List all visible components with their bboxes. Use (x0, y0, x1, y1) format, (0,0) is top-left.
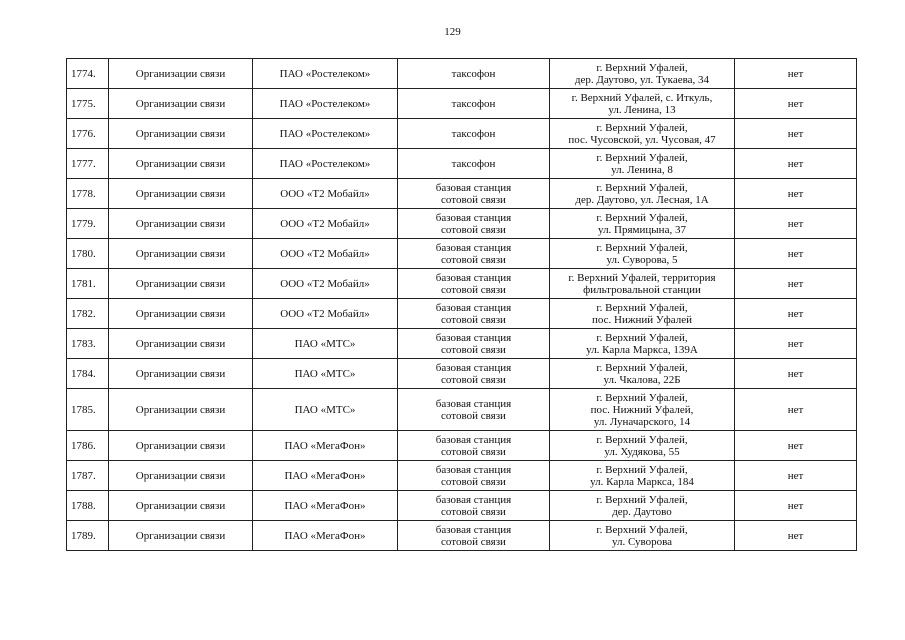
flag-cell: нет (735, 149, 857, 179)
address-line: г. Верхний Уфалей, (596, 151, 688, 164)
operator-cell: ООО «Т2 Мобайл» (253, 239, 398, 269)
object-type-cell (398, 521, 550, 551)
address-line: ул. Ленина, 13 (608, 103, 676, 116)
operator-cell: ПАО «Ростелеком» (253, 89, 398, 119)
operator-cell: ООО «Т2 Мобайл» (253, 179, 398, 209)
category-cell: Организации связи (109, 149, 253, 179)
table-row (67, 119, 857, 149)
category-cell: Организации связи (109, 209, 253, 239)
table-row (67, 521, 857, 551)
row-number-cell: 1781. (67, 269, 109, 299)
address-line: г. Верхний Уфалей, (596, 331, 688, 344)
object-type-cell (398, 119, 550, 149)
address-cell (550, 89, 735, 119)
address-line: ул. Луначарского, 14 (593, 415, 691, 428)
category-cell: Организации связи (109, 269, 253, 299)
category-cell: Организации связи (109, 119, 253, 149)
address-cell (550, 149, 735, 179)
object-type-line: сотовой связи (441, 535, 506, 548)
flag-cell: нет (735, 239, 857, 269)
table-row (67, 209, 857, 239)
object-type-line: сотовой связи (441, 193, 506, 206)
category-cell: Организации связи (109, 239, 253, 269)
table-row (67, 491, 857, 521)
object-type-line: базовая станция (435, 241, 512, 254)
address-line: пос. Нижний Уфалей (591, 313, 693, 326)
operator-cell: ООО «Т2 Мобайл» (253, 209, 398, 239)
category-cell: Организации связи (109, 431, 253, 461)
row-number-cell: 1788. (67, 491, 109, 521)
object-type-line: сотовой связи (441, 445, 506, 458)
category-cell: Организации связи (109, 89, 253, 119)
row-number-cell: 1786. (67, 431, 109, 461)
address-line: дер. Даутово, ул. Тукаева, 34 (574, 73, 710, 86)
table-row (67, 89, 857, 119)
table-row (67, 389, 857, 431)
category-cell: Организации связи (109, 179, 253, 209)
address-cell (550, 431, 735, 461)
row-number-cell: 1776. (67, 119, 109, 149)
table-row (67, 299, 857, 329)
address-line: ул. Прямицына, 37 (598, 223, 686, 236)
operator-cell: ПАО «МегаФон» (253, 431, 398, 461)
address-cell (550, 359, 735, 389)
object-type-line: базовая станция (435, 331, 512, 344)
object-type-line: сотовой связи (441, 373, 506, 386)
object-type-line: таксофон (451, 97, 496, 110)
flag-cell: нет (735, 89, 857, 119)
operator-cell: ПАО «МТС» (253, 329, 398, 359)
table-row (67, 269, 857, 299)
row-number-cell: 1777. (67, 149, 109, 179)
address-cell (550, 491, 735, 521)
category-cell: Организации связи (109, 359, 253, 389)
address-cell (550, 179, 735, 209)
address-line: ул. Чкалова, 22Б (603, 373, 681, 386)
address-cell (550, 239, 735, 269)
operator-cell: ПАО «МТС» (253, 389, 398, 431)
flag-cell: нет (735, 299, 857, 329)
address-cell (550, 269, 735, 299)
object-type-line: таксофон (451, 67, 496, 80)
object-type-cell (398, 461, 550, 491)
object-type-line: сотовой связи (441, 343, 506, 356)
object-type-line: базовая станция (435, 433, 512, 446)
address-cell (550, 119, 735, 149)
flag-cell: нет (735, 389, 857, 431)
object-type-cell (398, 209, 550, 239)
category-cell: Организации связи (109, 329, 253, 359)
operator-cell: ПАО «Ростелеком» (253, 59, 398, 89)
address-line: г. Верхний Уфалей, (596, 391, 688, 404)
object-type-line: базовая станция (435, 397, 512, 410)
flag-cell: нет (735, 431, 857, 461)
address-cell (550, 389, 735, 431)
category-cell: Организации связи (109, 521, 253, 551)
table-row (67, 239, 857, 269)
operator-cell: ПАО «МегаФон» (253, 521, 398, 551)
address-cell (550, 209, 735, 239)
object-type-cell (398, 299, 550, 329)
address-line: г. Верхний Уфалей, (596, 523, 688, 536)
page-number: 129 (444, 26, 461, 38)
address-line: г. Верхний Уфалей, (596, 61, 688, 74)
address-line: г. Верхний Уфалей, (596, 433, 688, 446)
flag-cell: нет (735, 461, 857, 491)
object-type-cell (398, 431, 550, 461)
category-cell: Организации связи (109, 491, 253, 521)
row-number-cell: 1780. (67, 239, 109, 269)
category-cell: Организации связи (109, 59, 253, 89)
operator-cell: ПАО «МегаФон» (253, 491, 398, 521)
address-line: дер. Даутово (612, 505, 672, 518)
address-line: г. Верхний Уфалей, (596, 301, 688, 314)
row-number-cell: 1782. (67, 299, 109, 329)
operator-cell: ПАО «МТС» (253, 359, 398, 389)
object-type-line: базовая станция (435, 271, 512, 284)
object-type-line: сотовой связи (441, 409, 506, 422)
object-type-line: сотовой связи (441, 313, 506, 326)
object-type-line: сотовой связи (441, 505, 506, 518)
object-type-line: базовая станция (435, 493, 512, 506)
object-type-cell (398, 329, 550, 359)
table-row (67, 59, 857, 89)
address-line: ул. Суворова, 5 (606, 253, 678, 266)
row-number-cell: 1789. (67, 521, 109, 551)
address-line: г. Верхний Уфалей, (596, 181, 688, 194)
operator-cell: ПАО «Ростелеком» (253, 149, 398, 179)
table-row (67, 329, 857, 359)
address-line: г. Верхний Уфалей, (596, 361, 688, 374)
category-cell: Организации связи (109, 461, 253, 491)
address-line: г. Верхний Уфалей, (596, 121, 688, 134)
table-row (67, 431, 857, 461)
object-type-line: сотовой связи (441, 223, 506, 236)
operator-cell: ПАО «МегаФон» (253, 461, 398, 491)
address-cell (550, 59, 735, 89)
object-type-cell (398, 389, 550, 431)
table-row (67, 359, 857, 389)
row-number-cell: 1774. (67, 59, 109, 89)
flag-cell: нет (735, 179, 857, 209)
address-cell (550, 299, 735, 329)
category-cell: Организации связи (109, 389, 253, 431)
address-line: пос. Чусовской, ул. Чусовая, 47 (568, 133, 716, 146)
object-type-line: базовая станция (435, 301, 512, 314)
table-row (67, 179, 857, 209)
address-line: г. Верхний Уфалей, (596, 463, 688, 476)
address-line: пос. Нижний Уфалей, (590, 403, 694, 416)
table-row (67, 149, 857, 179)
operator-cell: ПАО «Ростелеком» (253, 119, 398, 149)
address-line: г. Верхний Уфалей, территория (568, 271, 716, 284)
flag-cell: нет (735, 491, 857, 521)
object-type-line: сотовой связи (441, 475, 506, 488)
row-number-cell: 1779. (67, 209, 109, 239)
row-number-cell: 1787. (67, 461, 109, 491)
category-cell: Организации связи (109, 299, 253, 329)
row-number-cell: 1785. (67, 389, 109, 431)
object-type-line: базовая станция (435, 211, 512, 224)
object-type-cell (398, 59, 550, 89)
object-type-line: таксофон (451, 157, 496, 170)
address-cell (550, 329, 735, 359)
object-type-line: базовая станция (435, 463, 512, 476)
object-type-line: сотовой связи (441, 253, 506, 266)
address-line: ул. Худякова, 55 (604, 445, 680, 458)
flag-cell: нет (735, 359, 857, 389)
object-type-line: базовая станция (435, 523, 512, 536)
flag-cell: нет (735, 521, 857, 551)
address-line: ул. Суворова (611, 535, 673, 548)
address-line: фильтровальной станции (583, 283, 701, 296)
address-line: ул. Карла Маркса, 139А (586, 343, 698, 356)
object-type-cell (398, 269, 550, 299)
registry-table (66, 58, 857, 551)
row-number-cell: 1778. (67, 179, 109, 209)
object-type-line: таксофон (451, 127, 496, 140)
address-line: ул. Ленина, 8 (611, 163, 673, 176)
row-number-cell: 1775. (67, 89, 109, 119)
address-line: г. Верхний Уфалей, (596, 211, 688, 224)
table-row (67, 461, 857, 491)
flag-cell: нет (735, 269, 857, 299)
operator-cell: ООО «Т2 Мобайл» (253, 299, 398, 329)
address-line: ул. Карла Маркса, 184 (590, 475, 694, 488)
object-type-cell (398, 359, 550, 389)
address-line: г. Верхний Уфалей, (596, 493, 688, 506)
registry-table-body (67, 59, 857, 551)
flag-cell: нет (735, 119, 857, 149)
object-type-line: базовая станция (435, 361, 512, 374)
address-line: г. Верхний Уфалей, с. Иткуль, (571, 91, 713, 104)
flag-cell: нет (735, 329, 857, 359)
address-line: г. Верхний Уфалей, (596, 241, 688, 254)
operator-cell: ООО «Т2 Мобайл» (253, 269, 398, 299)
object-type-cell (398, 239, 550, 269)
object-type-cell (398, 149, 550, 179)
row-number-cell: 1784. (67, 359, 109, 389)
address-line: дер. Даутово, ул. Лесная, 1А (575, 193, 709, 206)
object-type-line: базовая станция (435, 181, 512, 194)
row-number-cell: 1783. (67, 329, 109, 359)
object-type-cell (398, 179, 550, 209)
address-cell (550, 461, 735, 491)
flag-cell: нет (735, 209, 857, 239)
address-cell (550, 521, 735, 551)
object-type-cell (398, 491, 550, 521)
flag-cell: нет (735, 59, 857, 89)
object-type-cell (398, 89, 550, 119)
object-type-line: сотовой связи (441, 283, 506, 296)
